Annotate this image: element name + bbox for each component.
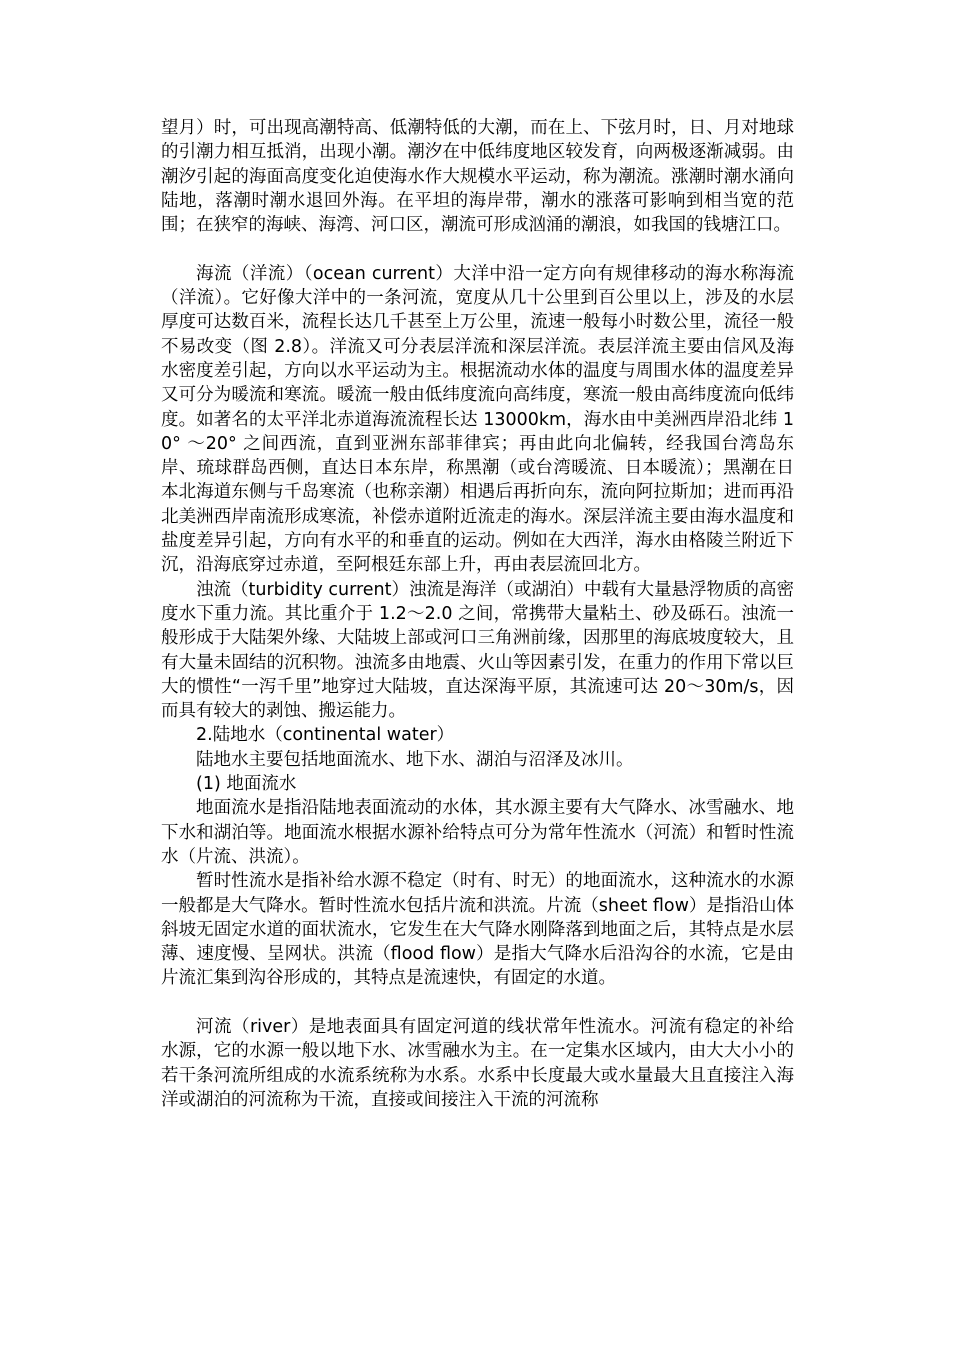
paragraph-continental-water-intro: 陆地水主要包括地面流水、地下水、湖泊与沼泽及冰川。 (196, 749, 634, 770)
section-heading-continental-water: 2.陆地水（continental water） (196, 725, 455, 746)
paragraph-tides: 望月）时，可出现高潮特高、低潮特低的大潮，而在上、下弦月时，日、月对地球的引潮力相互抵消，出现小潮。潮汐在中低纬度地区较发育，向两极逐渐减弱。由潮汐引起的海面高度变化迫使海水作大规模水平运动，称为潮流。涨潮时潮水涌向陆地，落潮时潮水退回外海。在平坦的海岸带，潮水的涨落可影响到相当宽的范围；在狭窄的海峡、海湾、河口区，潮流可形成汹涌的潮浪，如我国的钱塘江口。 (161, 118, 794, 236)
paragraph-river: 河流（river）是地表面具有固定河道的线状常年性流水。河流有稳定的补给水源，它的水源一般以地下水、冰雪融水为主。在一定集水区域内，由大大小小的若干条河流所组成的水流系统称为水系。水系中长度最大或水量最大且直接注入海洋或湖泊的河流称为干流，直接或间接注入干流的河流称 (161, 1016, 794, 1110)
paragraph-ocean-current: 海流（洋流）（ocean current）大洋中沿一定方向有规律移动的海水称海流（洋流）。它好像大洋中的一条河流，宽度从几十公里到百公里以上，涉及的水层厚度可达数百米，流程长达几千甚至上万公里，流速一般每小时数公里，流径一般不易改变（图 2.8）。洋流又可分表层洋流和深层洋流。表层洋流主要由信风及海水密度差引起，方向以水平运动为主。根据流动水体的温度与周围水体的温度差异又可分为暖流和寒流。暖流一般由低纬度流向高纬度，寒流一般由高纬度流向低纬度。如著名的太平洋北赤道海流流程长达 13000km，海水由中美洲西岸沿北纬 10° ～20° 之间西流，直到亚洲东部菲律宾；再由此向北偏转，经我国台湾岛东岸、琉球群岛西侧，直达日本东岸，称黑潮（或台湾暖流、日本暖流）；黑潮在日本北海道东侧与千岛寒流（也称亲潮）相遇后再折向东，流向阿拉斯加；进而再沿北美洲西岸南流形成寒流，补偿赤道附近流走的海水。深层洋流主要由海水温度和盐度差异引起，方向有水平的和垂直的运动。例如在大西洋，海水由格陵兰附近下沉，沿海底穿过赤道，至阿根廷东部上升，再由表层流回北方。 (161, 263, 794, 576)
paragraph-temporary-flow: 暂时性流水是指补给水源不稳定（时有、时无）的地面流水，这种流水的水源一般都是大气降水。暂时性流水包括片流和洪流。片流（sheet flow）是指沿山体斜坡无固定水道的面状流水，它发生在大气降水刚降落到地面之后，其特点是水层薄、速度慢、呈网状。洪流（flood flow）是指大气降水后沿沟谷的水流，它是由片流汇集到沟谷形成的，其特点是流速快，有固定的水道。 (161, 871, 794, 989)
paragraph-surface-flow: 地面流水是指沿陆地表面流动的水体，其水源主要有大气降水、冰雪融水、地下水和湖泊等。地面流水根据水源补给特点可分为常年性流水（河流）和暂时性流水（片流、洪流）。 (161, 798, 794, 867)
subsection-heading-surface-flow: (1) 地面流水 (196, 774, 297, 795)
blank-line (161, 237, 794, 261)
paragraph-turbidity-current: 浊流（turbidity current）浊流是海洋（或湖泊）中载有大量悬浮物质的高密度水下重力流。其比重介于 1.2～2.0 之间，常携带大量粘土、砂及砾石。浊流一般形成于大陆架外缘、大陆坡上部或河口三角洲前缘，因那里的海底坡度较大，且有大量未固结的沉积物。浊流多由地震、火山等因素引发，在重力的作用下常以巨大的惯性“一泻千里”地穿过大陆坡，直达深海平原，其流速可达 20～30m/s，因而具有较大的剥蚀、搬运能力。 (161, 579, 794, 722)
document-page (161, 116, 794, 1112)
blank-line (161, 991, 794, 1015)
